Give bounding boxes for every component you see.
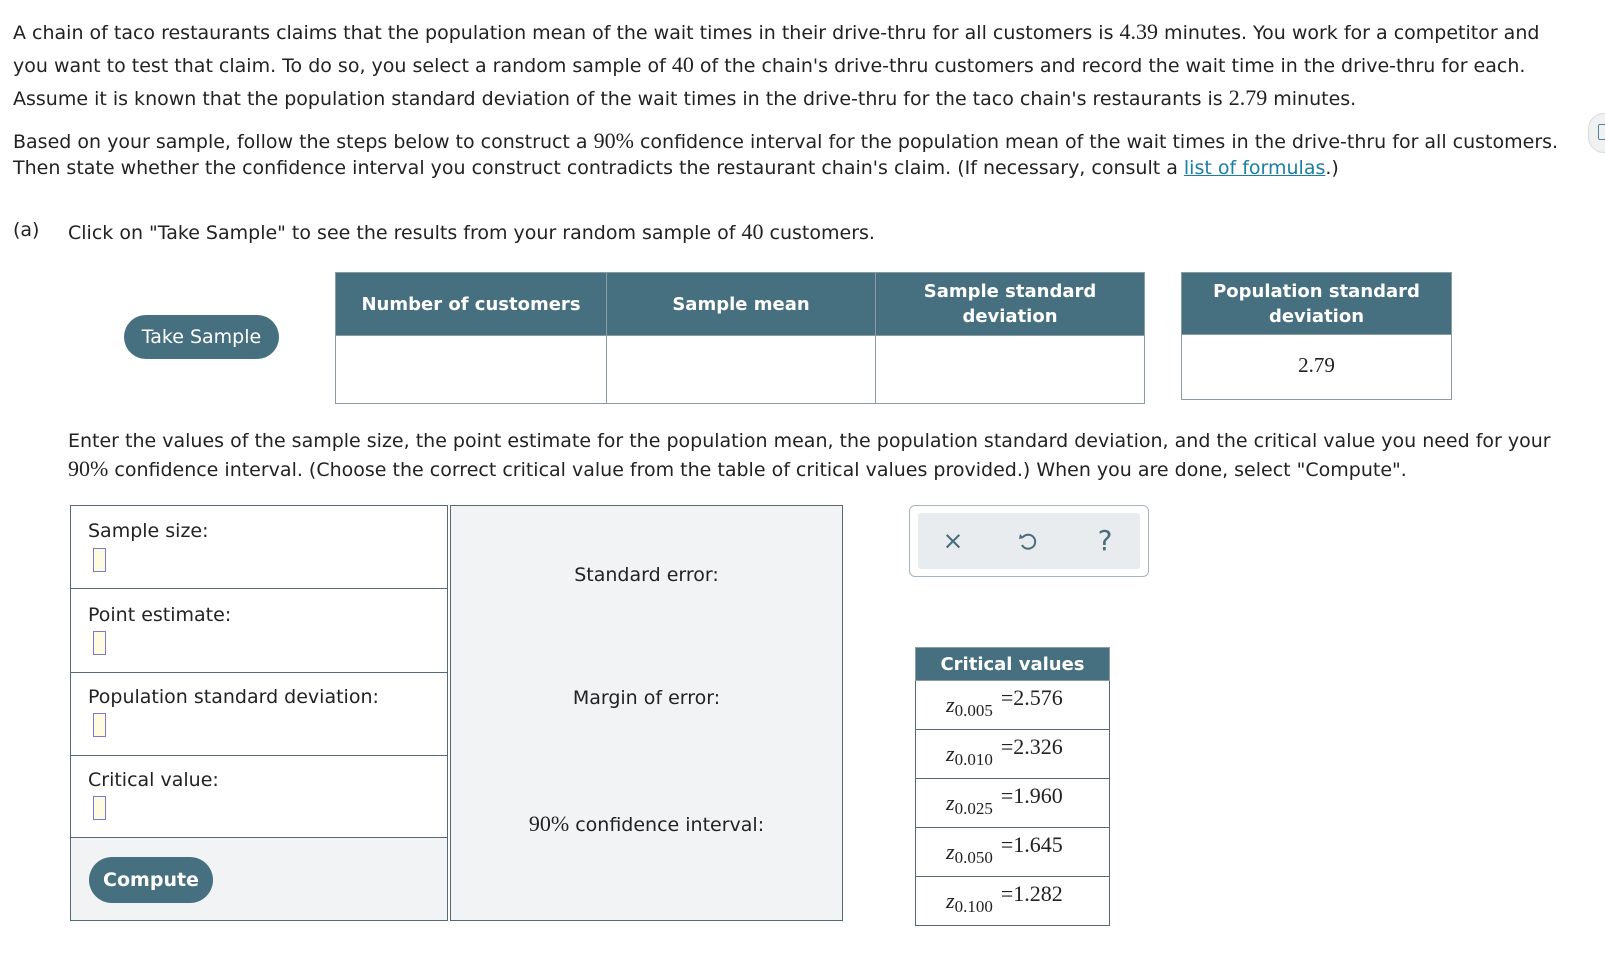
problem-text-1: A chain of taco restaurants claims that the population mean of the wait times in their drive-thru for all customers is [13,22,1120,44]
instructions-text-1: Enter the values of the sample size, the point estimate for the population mean, the population standard deviation, and the critical value you need for your [68,430,1551,452]
part-a-label: (a) [13,219,40,241]
task-text-2: confidence interval for the population mean of the wait times in the drive-thru for all customers. Then state whether the confidence interval you construct contradicts the restaurant chain's claim. (If necessary, consult a [13,131,1559,179]
cell-population-sd: 2.79 [1182,335,1452,400]
claimed-mean: 4.39 [1119,19,1159,44]
problem-text-4: minutes. [1267,88,1357,110]
header-sample-sd: Sample standard deviation [876,273,1145,336]
task-paragraph [13,128,1573,181]
part-a-n: 40 [741,219,764,244]
point-estimate-row [71,589,447,673]
critical-value: =1.282 [1000,881,1063,906]
cell-sample-sd [876,336,1145,404]
header-population-sd: Population standard deviation [1182,273,1452,335]
entry-instructions [68,427,1568,484]
critical-value-row [71,756,447,838]
critical-value: =1.645 [1000,832,1063,857]
z-symbol: z [946,888,955,913]
ci-label-text: confidence interval: [569,814,765,836]
pop-sd-input[interactable] [93,713,106,737]
side-panel-icon[interactable] [1588,113,1605,153]
pop-sd-label: Population standard deviation: [88,686,379,708]
z-symbol: z [946,741,955,766]
part-a-instruction [68,219,875,245]
compute-row [71,838,447,920]
confidence-level: 90% [593,128,634,153]
critical-value-cell [916,681,1110,730]
margin-of-error-label: Margin of error: [572,687,721,709]
critical-value: =1.960 [1000,783,1063,808]
formulas-link[interactable]: list of formulas [1183,157,1326,179]
critical-values-header: Critical values [916,648,1110,681]
critical-value-label: Critical value: [88,769,219,791]
critical-value: =2.326 [1000,734,1063,759]
toolbar-inner [918,513,1140,569]
problem-text-2: minutes. You work for a competitor and you want to test that claim. To do so, you select a random sample of [13,22,1540,77]
pop-sd-value: 2.79 [1228,85,1268,110]
critical-value-cell [916,828,1110,877]
cell-sample-mean [607,336,876,404]
problem-text-3: of the chain's drive-thru customers and record the wait time in the drive-thru for each. Assume it is known that the population standard deviation of the wait times in the drive-thru for the taco chain's restaurants is [13,55,1526,110]
critical-value-input[interactable] [93,796,106,820]
results-panel [450,505,843,921]
header-sample-mean: Sample mean [607,273,876,336]
confidence-interval-label [451,811,842,837]
z-symbol: z [946,839,955,864]
z-symbol: z [946,692,955,717]
task-text-3: .) [1325,157,1339,179]
undo-icon[interactable] [1003,513,1053,569]
sample-size-value: 40 [671,52,694,77]
z-symbol: z [946,790,955,815]
header-number-of-customers: Number of customers [336,273,607,336]
ci-confidence: 90% [528,811,570,836]
sample-size-input[interactable] [93,548,106,572]
standard-error-label: Standard error: [574,564,719,586]
point-estimate-input[interactable] [93,631,106,655]
sample-size-row [71,506,447,589]
instructions-text-2: confidence interval. (Choose the correct critical value from the table of critical values provided.) When you are done, select "Compute". [108,459,1407,481]
sample-results-table [335,272,1145,404]
instructions-confidence: 90% [68,456,109,481]
close-icon[interactable]: × [942,526,964,555]
problem-paragraph [13,16,1573,115]
critical-value-row [916,681,1110,730]
point-estimate-label: Point estimate: [88,604,232,626]
z-subscript: 0.100 [954,897,993,916]
z-subscript: 0.010 [954,750,993,769]
part-a-text-1: Click on "Take Sample" to see the results from your random sample of [68,222,742,244]
critical-value-row [916,877,1110,926]
critical-value-cell [916,877,1110,926]
help-icon[interactable]: ? [1097,524,1113,557]
critical-values-table [915,647,1110,926]
critical-value-row [916,730,1110,779]
critical-value-cell [916,730,1110,779]
pop-sd-row [71,673,447,756]
take-sample-button[interactable]: Take Sample [124,315,279,359]
critical-value-row [916,828,1110,877]
sample-size-label: Sample size: [88,520,209,542]
task-text-1: Based on your sample, follow the steps below to construct a [13,131,594,153]
critical-value-row [916,779,1110,828]
input-panel [70,505,448,921]
population-sd-table [1181,272,1452,400]
part-a-text-2: customers. [763,222,875,244]
critical-value: =2.576 [1000,685,1063,710]
compute-button[interactable]: Compute [89,857,213,903]
z-subscript: 0.005 [954,701,993,720]
critical-value-cell [916,779,1110,828]
z-subscript: 0.025 [954,799,993,818]
answer-toolbar [909,505,1149,577]
cell-number-of-customers [336,336,607,404]
z-subscript: 0.050 [954,848,993,867]
